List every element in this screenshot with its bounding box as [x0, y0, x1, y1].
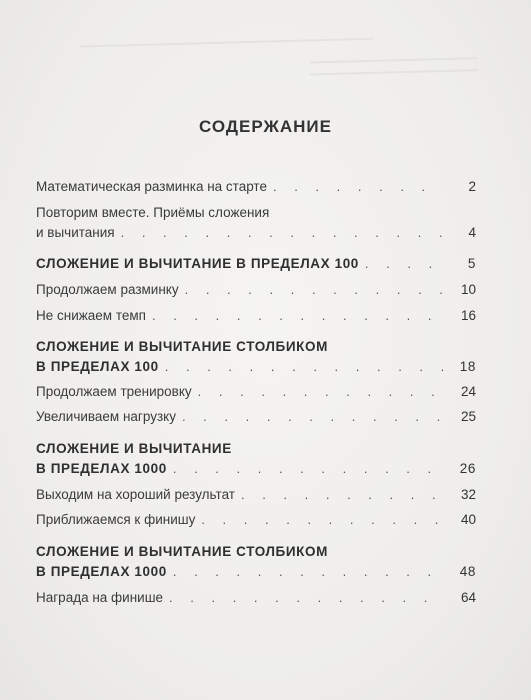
toc-page-number: 48 [459, 564, 476, 579]
toc-entry-title: Математическая разминка на старте [36, 179, 267, 194]
leader-dots [169, 589, 444, 606]
toc-entry [36, 281, 476, 298]
toc-page-number: 10 [460, 282, 476, 297]
toc-section [36, 338, 476, 375]
toc-entry-title: Выходим на хороший результат [36, 487, 235, 502]
leader-dots [241, 486, 444, 503]
toc-section-title: СЛОЖЕНИЕ И ВЫЧИТАНИЕ В ПРЕДЕЛАХ 100 [36, 256, 359, 271]
toc-entry [36, 408, 476, 425]
toc-page-number: 26 [459, 461, 476, 476]
leader-dots [165, 358, 444, 375]
toc-section-title-line1: СЛОЖЕНИЕ И ВЫЧИТАНИЕ СТОЛБИКОМ [36, 339, 328, 354]
toc-entry-title: Продолжаем разминку [36, 282, 179, 297]
toc-page-number: 2 [468, 179, 476, 194]
toc-entry-title: Приближаемся к финишу [36, 512, 196, 527]
toc-section-title-line1: СЛОЖЕНИЕ И ВЫЧИТАНИЕ [36, 441, 232, 456]
toc-entry-title-line2: и вычитания [36, 225, 115, 240]
toc-page-number: 64 [460, 590, 476, 605]
toc-page-number: 16 [460, 308, 476, 323]
leader-dots [152, 307, 444, 324]
leader-dots [182, 408, 444, 425]
toc-entry [36, 307, 476, 324]
toc-page-number: 5 [467, 256, 476, 271]
toc-section [36, 543, 476, 580]
toc-page-number: 18 [459, 359, 476, 374]
toc-section-title-line2: В ПРЕДЕЛАХ 1000 [36, 564, 167, 579]
toc-section-title-line1: СЛОЖЕНИЕ И ВЫЧИТАНИЕ СТОЛБИКОМ [36, 544, 328, 559]
toc-page-number: 40 [460, 512, 476, 527]
toc-entry-title: Увеличиваем нагрузку [36, 409, 176, 424]
toc-page-number: 25 [460, 409, 476, 424]
leader-dots [121, 224, 444, 241]
toc-section [36, 255, 476, 272]
toc-section-title-line2: В ПРЕДЕЛАХ 100 [36, 359, 159, 374]
leader-dots [173, 563, 444, 580]
toc-entry [36, 486, 476, 503]
leader-dots [185, 281, 444, 298]
toc-page-number: 32 [460, 487, 476, 502]
toc-entry-title: Награда на финише [36, 590, 164, 605]
toc-page-number: 24 [460, 384, 476, 399]
page-title: СОДЕРЖАНИЕ [199, 117, 332, 136]
toc-entry [36, 589, 476, 606]
toc-entry [36, 511, 476, 528]
leader-dots [173, 460, 444, 477]
leader-dots [201, 511, 444, 528]
toc-section-title-line2: В ПРЕДЕЛАХ 1000 [36, 461, 167, 476]
bleed-through-text [79, 35, 500, 92]
toc-entry [36, 383, 476, 400]
leader-dots [273, 178, 444, 195]
toc-section [36, 440, 476, 477]
toc-page-number: 4 [468, 225, 476, 240]
toc-entry [36, 178, 476, 195]
toc-entry-title: Не снижаем темп [36, 308, 146, 323]
toc-entry-title: Продолжаем тренировку [36, 384, 192, 399]
leader-dots [198, 383, 444, 400]
toc-entry-title-line1: Повторим вместе. Приёмы сложения [36, 205, 270, 220]
leader-dots [365, 255, 444, 272]
toc-entry [36, 204, 476, 241]
